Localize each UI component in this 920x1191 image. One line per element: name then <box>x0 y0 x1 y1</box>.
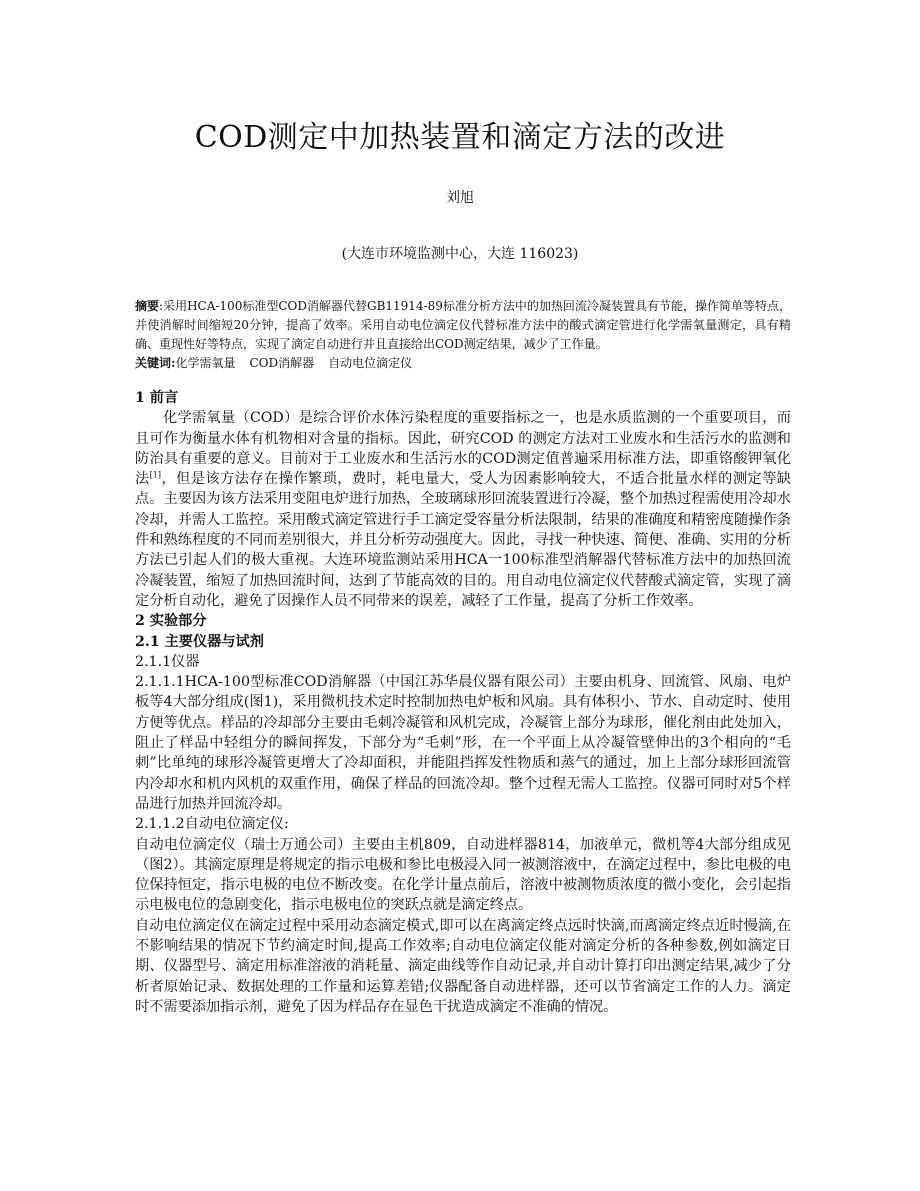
body-text <box>135 388 791 1017</box>
subsubsection-heading-2-1-1-2: 2.1.1.2自动电位滴定仪: <box>135 816 289 833</box>
paragraph: 自动电位滴定仪（瑞士万通公司）主要由主机809，自动进样器814，加液单元，微机等4大部分组成见（图2）。其滴定原理是将规定的指示电极和参比电极浸入同一被测溶液中，在滴定过程中，参比电极的电位保持恒定，指示电极的电位不断改变。在化学计量点前后，溶液中被测物质浓度的微小变化，会引起指示电极电位的急剧变化，指示电极电位的突跃点就是滴定终点。 <box>135 836 791 914</box>
keywords-line <box>135 354 791 373</box>
abstract-label: 摘要 <box>135 299 160 313</box>
author-name: 刘旭 <box>446 190 474 206</box>
paper-title: COD测定中加热装置和滴定方法的改进 <box>194 120 726 155</box>
paragraph <box>135 408 791 611</box>
paragraph-text: ，但是该方法存在操作繁琐，费时，耗电量大，受人为因素影响较大，不适合批量水样的测定等缺点。主要因为该方法采用变阻电炉进行加热，全玻璃球形回流装置进行冷凝，整个加热过程需使用冷却水冷却，并需人工监控。采用酸式滴定管进行手工滴定受容量分析法限制，结果的准确度和精密度随操作条件和熟练程度的不同而差别很大，并且分析劳动强度大。因此，寻找一种快速、简便、准确、实用的分析方法已引起人们的极大重视。大连环境监测站采用HCA一100标准型消解器代替标准方法中的加热回流冷凝装置，缩短了加热回流时间，达到了节能高效的目的。用自动电位滴定仪代替酸式滴定管，实现了滴定分析自动化，避免了因操作人员不同带来的误差，减轻了工作量，提高了分析工作效率。 <box>135 471 791 609</box>
author-affiliation: (大连市环境监测中心，大连 116023) <box>341 246 579 262</box>
abstract-text: :采用HCA-100标准型COD消解器代替GB11914-89标准分析方法中的加热回流冷凝装置具有节能，操作简单等特点，并使消解时间缩短20分钟，提高了效率。采用自动电位滴定仪代替标准方法中的酸式滴定管进行化学需氧量测定，具有精确、重现性好等特点，实现了滴定自动进行并且直接给出COD测定结果，减少了工作量。 <box>135 299 791 351</box>
keywords-label: 关键词 <box>135 356 172 370</box>
keyword-term: 自动电位滴定仪 <box>328 356 413 370</box>
citation-ref: [1] <box>149 470 161 480</box>
paragraph: 自动电位滴定仪在滴定过程中采用动态滴定模式,即可以在离滴定终点远时快滴,而离滴定终点近时慢滴,在不影响结果的情况下节约滴定时间,提高工作效率;自动电位滴定仪能对滴定分析的各种参数,例如滴定日期、仪器型号、滴定用标准溶液的消耗量、滴定曲线等作自动记录,并自动计算打印出测定结果,减少了分析者原始记录、数据处理的工作量和运算差错;仪器配备自动进样器，还可以节省滴定工作的人力。滴定时不需要添加指示剂，避免了因为样品存在显色干扰造成滴定不准确的情况。 <box>135 917 791 1015</box>
paragraph: 2.1.1.1HCA-100型标准COD消解器（中国江苏华晨仪器有限公司）主要由机身、回流管、风扇、电炉板等4大部分组成(图1)，采用微机技术定时控制加热电炉板和风扇。具有体积小、节水、自动定时、使用方便等优点。样品的冷却部分主要由毛刺冷凝管和风机完成，冷凝管上部分为球形，催化剂由此处加入，阻止了样品中轻组分的瞬间挥发，下部分为“毛刺”形，在一个平面上从冷凝管壁伸出的3个相向的“毛刺”比单纯的球形冷凝管更增大了冷却面积，并能阻挡挥发性物质和蒸气的通过，加上上部分球形回流管内冷却水和机内风机的双重作用，确保了样品的回流冷却。整个过程无需人工监控。仪器可同时对5个样品进行加热并回流冷却。 <box>135 674 791 812</box>
subsubsection-heading-2-1-1: 2.1.1仪器 <box>135 653 200 670</box>
keyword-term: 化学需氧量 <box>175 356 236 370</box>
keywords-colon: : <box>171 356 176 370</box>
paragraph-text: 化学需氧量（COD）是综合评价水体污染程度的重要指标之一，也是水质监测的一个重要项目，而且可作为衡量水体有机物相对含量的指标。因此，研究COD 的测定方法对工业废水和生活污水的监测和防治具有重要的意义。目前对于工业废水和生活污水的COD测定值普遍采用标准方法，即重铬酸钾氧化法 <box>135 410 791 488</box>
subsection-heading-2-1: 2.1 主要仪器与试剂 <box>135 633 264 650</box>
section-heading-1: 1 前言 <box>135 390 179 406</box>
keyword-term: COD消解器 <box>249 356 315 370</box>
abstract-block <box>135 297 791 373</box>
section-heading-2: 2 实验部分 <box>135 613 207 630</box>
